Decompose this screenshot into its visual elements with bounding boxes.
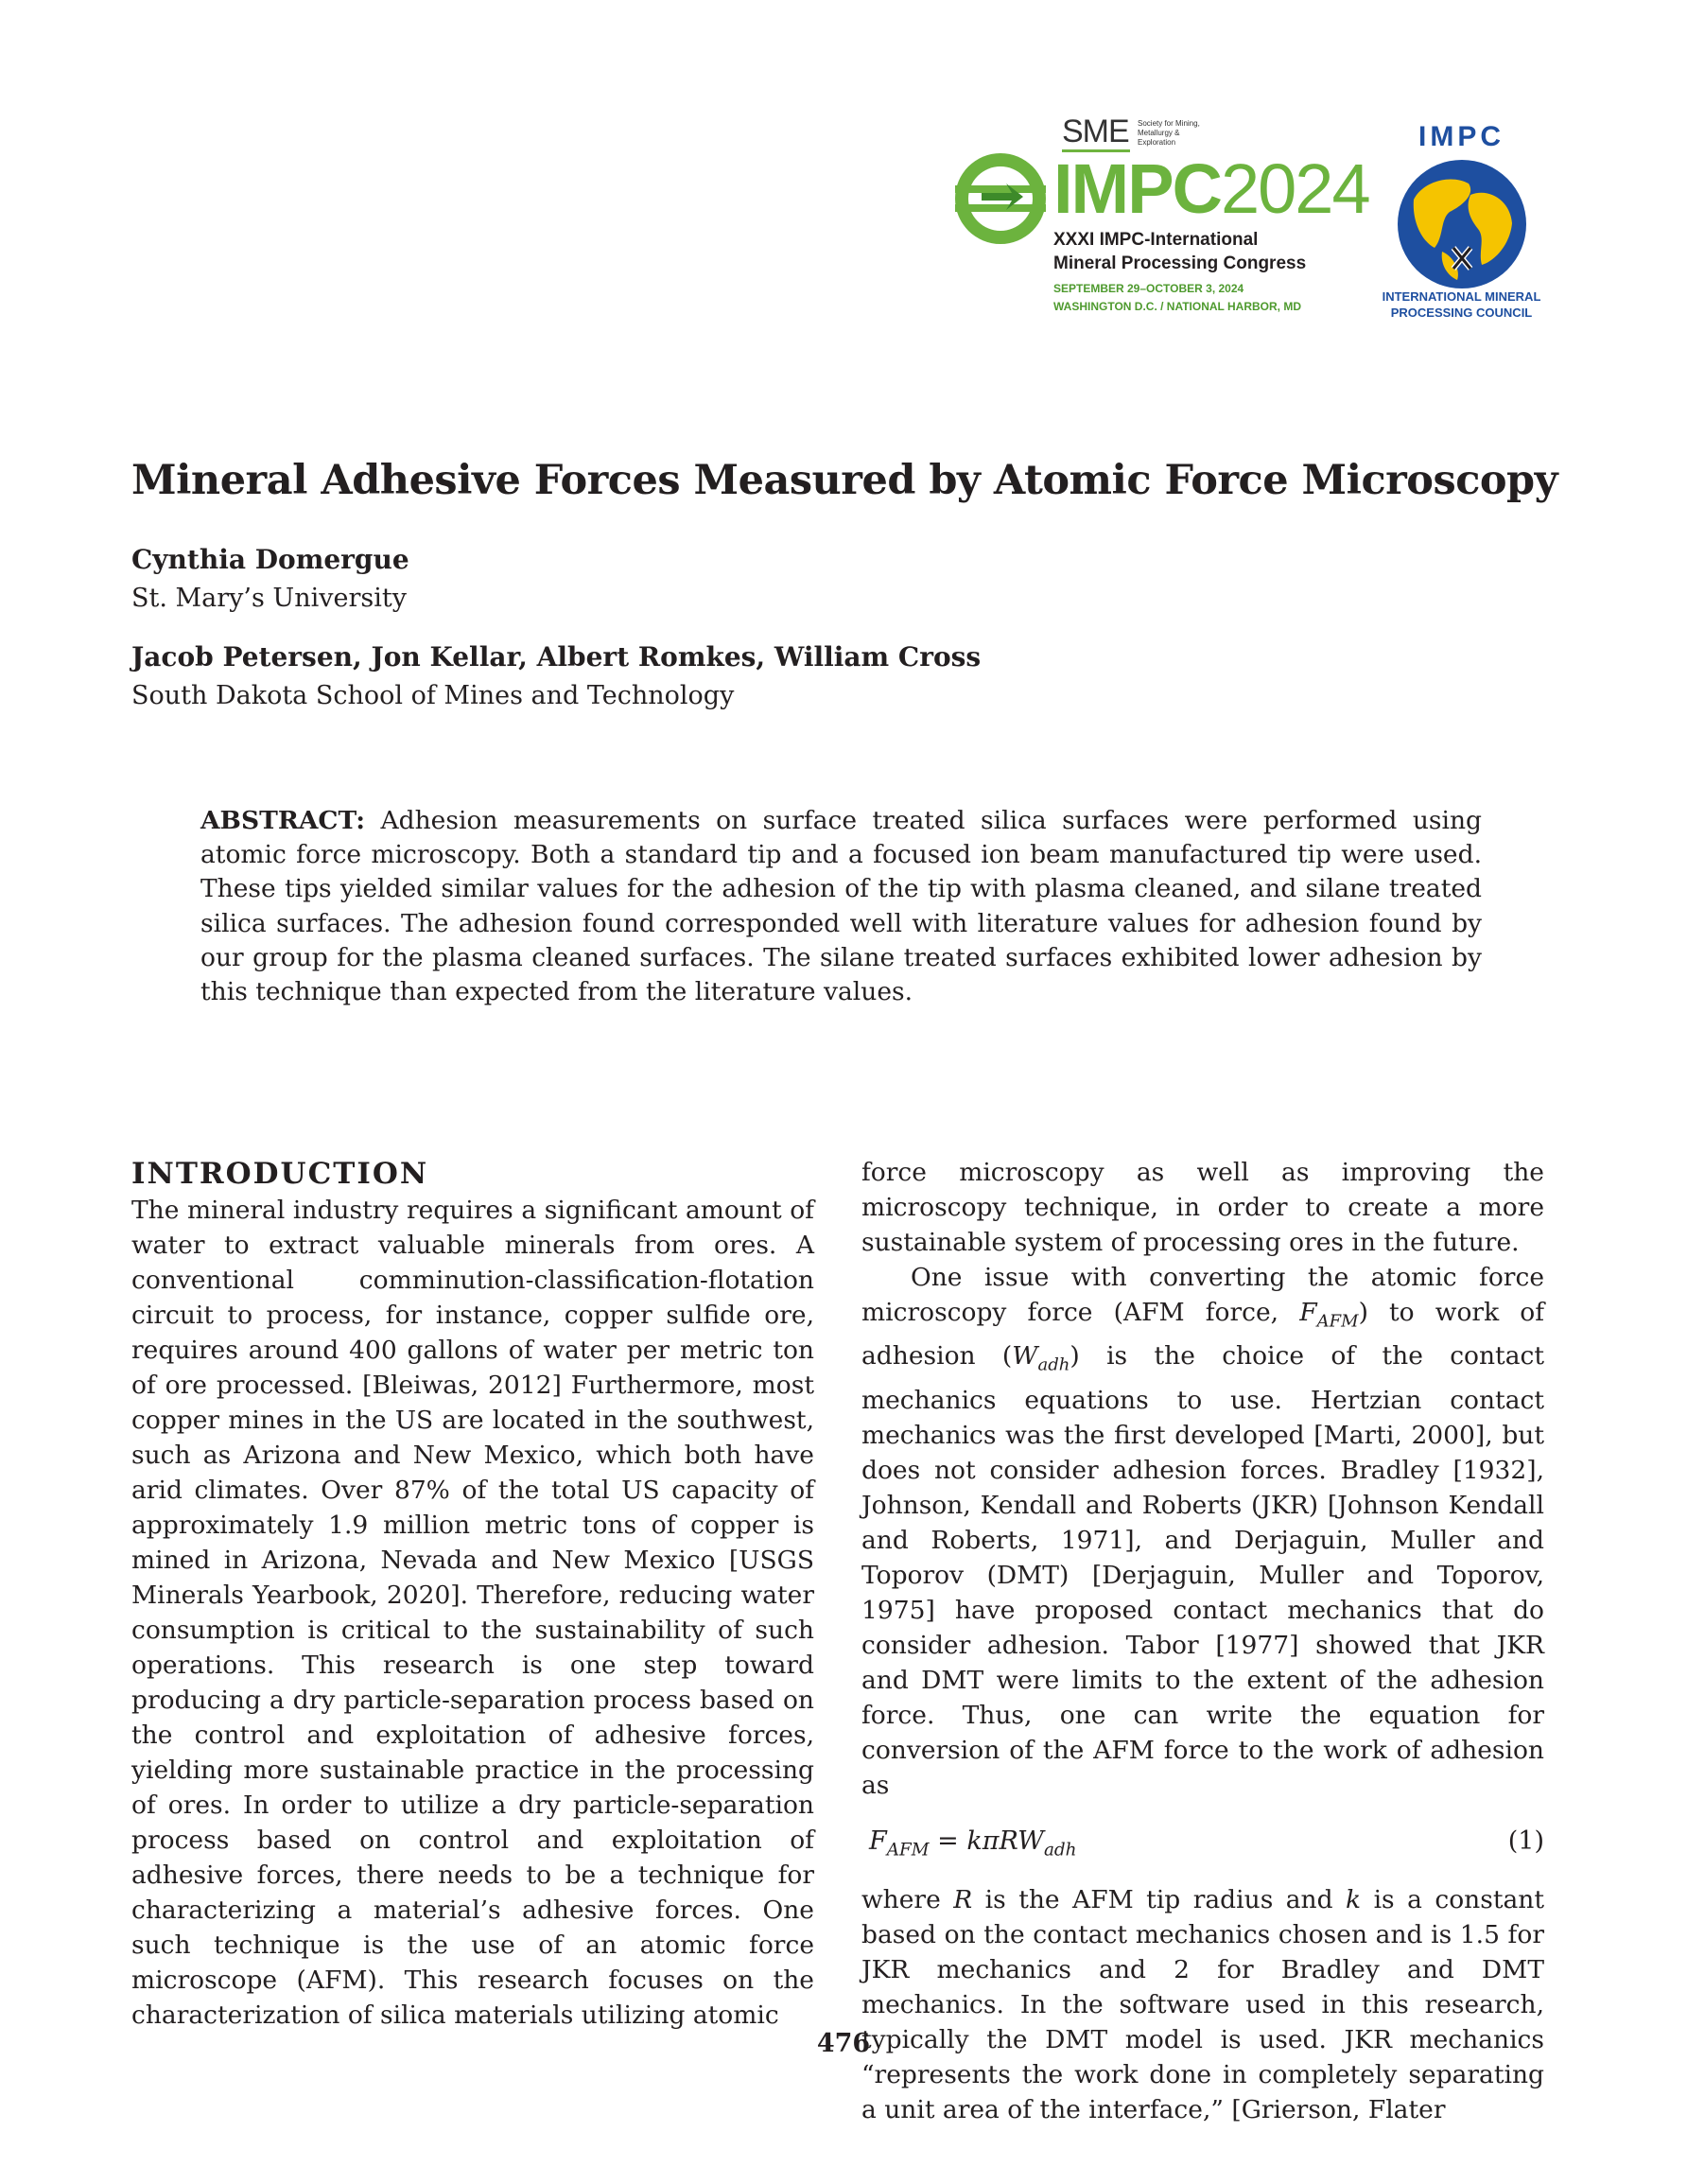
symbol-k: k	[1346, 1884, 1362, 1914]
equation-number: (1)	[1507, 1826, 1544, 1856]
text-run: ) to work of adhesion (	[861, 1298, 1545, 1372]
council-acronym: IMPC	[1418, 121, 1504, 152]
body-paragraph: The mineral industry requires a significant amount of water to extract valuable minerals from ores. A conventional comminution-classification-flotation circuit to process, for instance, copper sulfide ore, requires around 400 gallons of water per metric ton of ore processed. [Bleiwas, 2012] Furthermore, most copper mines in the US are located in the southwest, such as Arizona and New Mexico, which both have arid climates. Over 87% of the total US capacity of approximately 1.9 million metric tons of copper is mined in Arizona, Nevada and New Mexico [USGS Minerals Yearbook, 2020]. Therefore, reducing water consumption is critical to the sustainability of such operations. This research is one step toward producing a dry particle-separation process based on the control and exploitation of adhesive forces, yielding more sustainable practice in the processing of ores. In order to utilize a dry particle-separation process based on control and exploitation of adhesive forces, there needs to be a technique for characterizing a material’s adhesive forces. One such technique is the use of an atomic force microscope (AFM). This research focuses on the characterization of silica materials utilizing atomic	[131, 1196, 814, 2030]
globe-icon	[1395, 157, 1529, 291]
impc-arrows-icon	[953, 151, 1048, 246]
author-names: Cynthia Domergue	[131, 544, 409, 575]
equation-rhs: kπRW	[966, 1826, 1044, 1856]
equation-body	[869, 1824, 1076, 1867]
impc-council-logo	[1360, 121, 1563, 324]
section-heading-introduction: INTRODUCTION	[131, 1157, 429, 1191]
text-run: One issue with converting the atomic force microscopy force (AFM force,	[861, 1263, 1544, 1327]
body-paragraph	[861, 1882, 1544, 2127]
author-affiliation: St. Mary’s University	[131, 584, 407, 613]
sme-logo-subtitle: Society for Mining, Metallurgy & Exploration	[1138, 119, 1200, 147]
equation-lhs: F	[869, 1826, 887, 1856]
council-name-line2: PROCESSING COUNCIL	[1390, 306, 1533, 320]
text-run: ) is the choice of the contact mechanics equations to use. Hertzian contact mechanics was the first developed [Marti, 2000], but does not consider adhesion forces. Bradley [1932], Johnson, Kendall and Roberts (JKR) [Johnson Kendall and Roberts, 1971], and Derjaguin, Muller and Toporov (DMT) [Derjaguin, Muller and Toporov, 1975] have proposed contact mechanics that do consider adhesion. Tabor [1977] showed that JKR and DMT were limits to the extent of the adhesion force. Thus, one can write the equation for conversion of the AFM force to the work of adhesion as	[861, 1341, 1544, 1800]
congress-location: WASHINGTON D.C. / NATIONAL HARBOR, MD	[1053, 300, 1301, 313]
subscript-afm: AFM	[1316, 1311, 1359, 1332]
abstract-text: Adhesion measurements on surface treated silica surfaces were performed using atomic force microscopy. Both a standard tip and a focused ion beam manufactured tip were used. These tips yielded similar values for the adhesion of the tip with plasma cleaned, and silane treated silica surfaces. The adhesion found corresponded well with literature values for adhesion found by our group for the plasma cleaned surfaces. The silane treated surfaces exhibited lower adhesion by this technique than expected from the literature values.	[200, 806, 1482, 1007]
symbol-f: F	[1299, 1298, 1317, 1327]
left-column	[131, 1155, 814, 2033]
symbol-w: W	[1012, 1341, 1038, 1372]
right-column	[861, 1155, 1544, 2127]
impc2024-wordmark-name: IMPC	[1053, 149, 1221, 228]
text-run: is the AFM tip radius and	[972, 1884, 1347, 1914]
congress-name-line1: XXXI IMPC-International	[1053, 230, 1259, 250]
subscript-adh: adh	[1037, 1354, 1070, 1375]
equation-1	[861, 1816, 1544, 1873]
sme-logo-text: SME	[1062, 114, 1129, 149]
equation-equals: =	[937, 1826, 959, 1856]
symbol-r: R	[953, 1884, 973, 1914]
author-names: Jacob Petersen, Jon Kellar, Albert Romkes, William Cross	[131, 641, 982, 673]
congress-name-line2: Mineral Processing Congress	[1053, 253, 1307, 273]
body-paragraph	[861, 1260, 1544, 1803]
page-number: 476	[816, 2029, 871, 2058]
council-name-line1: INTERNATIONAL MINERAL	[1382, 289, 1541, 304]
author-affiliation: South Dakota School of Mines and Technology	[131, 681, 735, 710]
equation-lhs-subscript: AFM	[886, 1839, 930, 1860]
impc2024-wordmark-year: 2024	[1221, 149, 1369, 228]
paper-title: Mineral Adhesive Forces Measured by Atomic Force Microscopy	[131, 457, 1558, 504]
body-paragraph-continued: force microscopy as well as improving the microscopy technique, in order to create a more sustainable system of processing ores in the future.	[861, 1158, 1544, 1257]
abstract	[200, 804, 1482, 1009]
text-run: where	[861, 1884, 954, 1914]
impc2024-logo	[953, 114, 1369, 326]
text-run: is a constant based on the contact mechanics chosen and is 1.5 for JKR mechanics and 2 for Bradley and DMT mechanics. In the software used in this research, typically the DMT model is used. JKR mechanics “represents the work done in completely separating a unit area of the interface,” [Grierson, Flater	[861, 1884, 1544, 2124]
impc2024-wordmark	[1053, 151, 1369, 227]
equation-rhs-subscript: adh	[1043, 1839, 1077, 1860]
abstract-label: ABSTRACT:	[200, 806, 366, 835]
congress-dates: SEPTEMBER 29–OCTOBER 3, 2024	[1053, 282, 1244, 295]
